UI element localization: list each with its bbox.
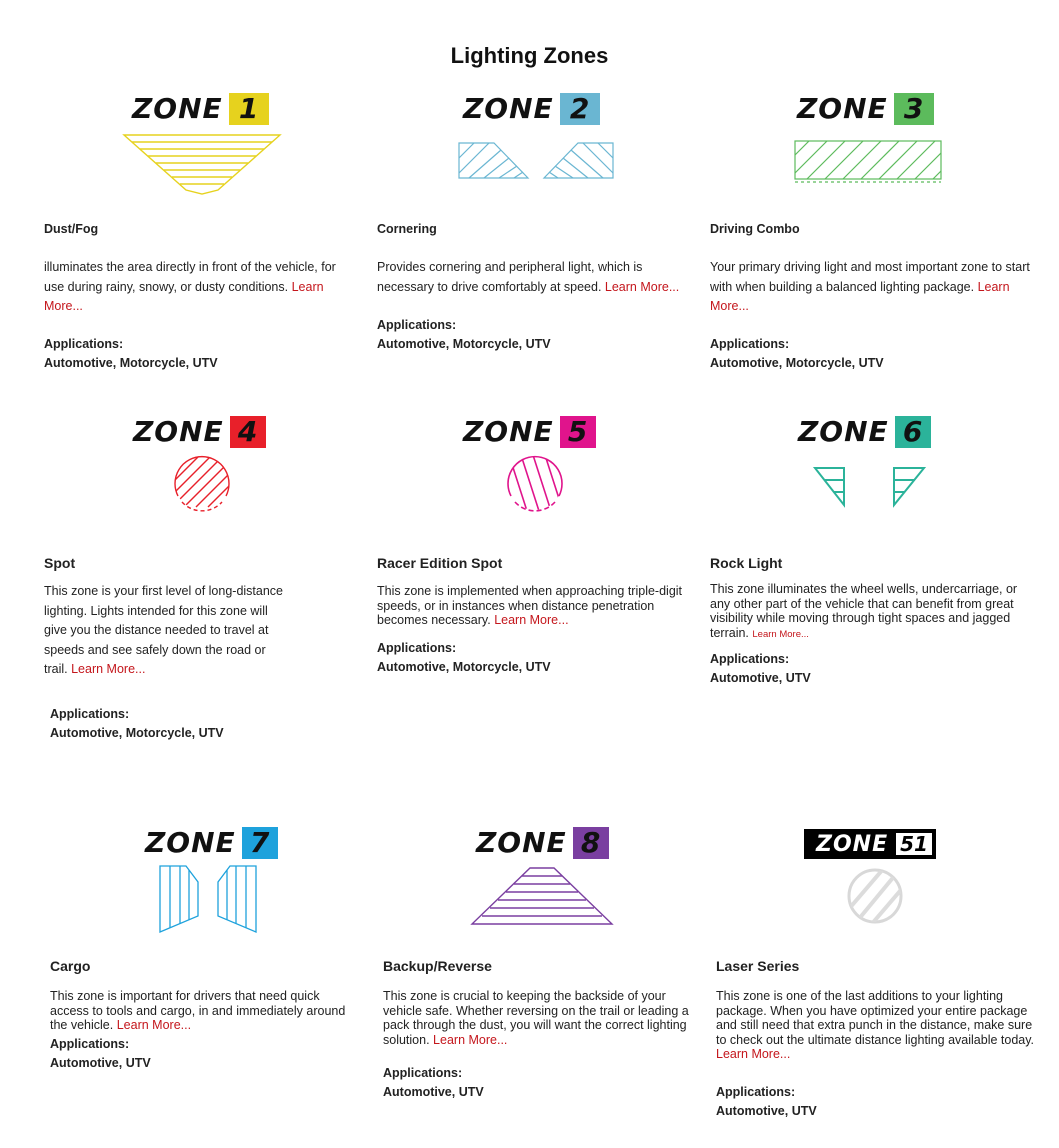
zone-4-name: Spot	[44, 555, 76, 571]
zone-2-applications: Applications: Automotive, Motorcycle, UTV	[377, 318, 551, 351]
zone-number-badge: 5	[560, 416, 596, 448]
zone-number-badge: 7	[242, 827, 278, 859]
laser-series-beam-icon	[844, 866, 906, 928]
learn-more-link[interactable]: Learn More...	[44, 279, 324, 313]
zone-8-logo: ZONE 8	[476, 827, 609, 859]
spot-beam-icon	[170, 455, 236, 517]
learn-more-link[interactable]: Learn More...	[116, 1018, 192, 1033]
zone-word: ZONE	[132, 92, 223, 125]
zone-number-badge: 4	[230, 416, 266, 448]
zone-51-applications: Applications: Automotive, UTV	[716, 1085, 817, 1118]
zone-5-description: This zone is implemented when approaching triple-digit speeds, or in instances when distance penetration becomes necessary. Learn More...	[377, 584, 683, 628]
zone-1-logo	[132, 93, 269, 125]
zone-4-description: This zone is your first level of long-distance lighting. Lights intended for this zone will give you the distance needed to travel at speeds and see safely down the road or trail. Learn More...	[44, 584, 283, 676]
zone-8-name: Backup/Reverse	[383, 958, 492, 974]
zone-7-description: This zone is important for drivers that need quick access to tools and cargo, in and immediately around the vehicle. Learn More...	[50, 989, 346, 1033]
learn-more-link[interactable]: Learn More...	[71, 662, 146, 676]
cargo-beam-icon	[158, 864, 258, 936]
zone-8-description: This zone is crucial to keeping the backside of your vehicle safe. Whether reversing on the trail or leading a pack through the dust, you will want the correct lighting solution. Learn More...	[383, 989, 689, 1047]
zone-3-logo: ZONE 3	[797, 93, 934, 125]
zone-5-name: Racer Edition Spot	[377, 555, 503, 571]
zone-7-name: Cargo	[50, 958, 91, 974]
zone-51-description: This zone is one of the last additions to your lighting package. When you have optimized your entire package and still need that extra punch in the distance, make sure to check out the ultimate distance lighting available today. Learn More...	[716, 989, 1035, 1062]
zone-3-name: Driving Combo	[710, 222, 800, 236]
zone-51-logo	[804, 829, 936, 859]
zone-2-logo: ZONE 2	[463, 93, 600, 125]
zone-6-applications: Applications: Automotive, UTV	[710, 652, 811, 685]
zone-number-badge: 8	[573, 827, 609, 859]
learn-more-link[interactable]: Learn More...	[433, 1032, 508, 1047]
zone-2-description: Provides cornering and peripheral light, which is necessary to drive comfortably at speed. Learn More...	[377, 260, 680, 294]
learn-more-link[interactable]: Learn More...	[752, 628, 809, 640]
learn-more-link[interactable]: Learn More...	[716, 1047, 791, 1062]
zone-3-description: Your primary driving light and most important zone to start with when building a balanced lighting package. Learn More...	[710, 260, 1030, 313]
zone-number-badge: 1	[229, 93, 269, 125]
learn-more-link[interactable]: Learn More...	[494, 613, 569, 628]
zone-1-name: Dust/Fog	[44, 222, 99, 236]
zone-8-applications: Applications: Automotive, UTV	[383, 1066, 484, 1099]
cornering-beam-icon	[456, 140, 616, 182]
zone-3-applications: Applications: Automotive, Motorcycle, UTV	[710, 337, 884, 370]
rock-light-beam-icon	[812, 465, 928, 509]
zone-number-badge: 51	[896, 833, 932, 855]
zone-number-badge: 2	[560, 93, 600, 125]
page-title: Lighting Zones	[450, 43, 609, 68]
zone-number-badge: 3	[894, 93, 934, 125]
zone-1-description: illuminates the area directly in front of the vehicle, for use during rainy, snowy, or dusty conditions. Learn More...	[44, 260, 336, 313]
zone-7-logo: ZONE 7	[145, 827, 278, 859]
zone-6-logo: ZONE 6	[798, 416, 931, 448]
zone-4-applications: Applications: Automotive, Motorcycle, UTV	[50, 707, 224, 740]
zone-6-name: Rock Light	[710, 555, 783, 571]
learn-more-link[interactable]: Learn More...	[710, 279, 1010, 313]
zone-2-name: Cornering	[377, 222, 437, 236]
zone-number-badge: 6	[895, 416, 931, 448]
racer-spot-beam-icon	[503, 455, 569, 517]
zone-4-logo: ZONE 4	[133, 416, 266, 448]
zone-6-description: This zone illuminates the wheel wells, undercarriage, or any other part of the vehicle that can benefit from great visibility while moving through tight spaces and jagged terrain. Learn More...	[710, 582, 1018, 640]
zone-5-logo: ZONE 5	[463, 416, 596, 448]
zone-7-applications: Applications: Automotive, UTV	[50, 1037, 151, 1070]
driving-combo-beam-icon	[793, 139, 943, 185]
learn-more-link[interactable]: Learn More...	[604, 279, 680, 294]
zone-51-name: Laser Series	[716, 958, 800, 974]
zone-5-applications: Applications: Automotive, Motorcycle, UTV	[377, 641, 551, 674]
dust-fog-beam-icon	[122, 132, 282, 196]
zone-word: ZONE	[816, 831, 889, 857]
zone-1-applications: Applications: Automotive, Motorcycle, UTV	[44, 337, 218, 370]
backup-reverse-beam-icon	[470, 864, 614, 928]
